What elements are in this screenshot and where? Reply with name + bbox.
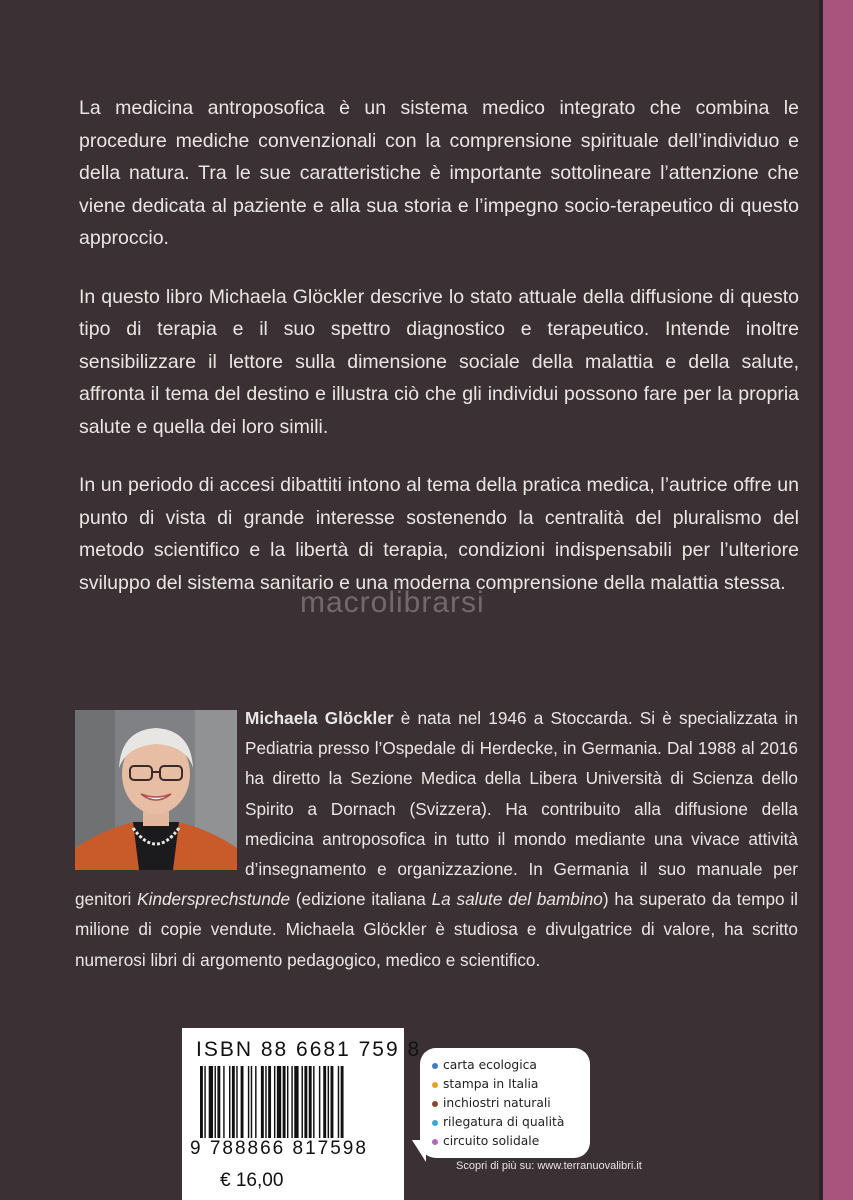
barcode-bar <box>302 1066 303 1138</box>
isbn-number: ISBN 88 6681 759 8 <box>196 1038 422 1061</box>
more-info-link: Scopri di più su: www.terranuovalibri.it <box>456 1160 642 1172</box>
barcode-bar <box>328 1066 329 1138</box>
barcode-bar <box>209 1066 213 1138</box>
barcode-bar <box>287 1066 288 1138</box>
barcode-bar <box>291 1066 292 1138</box>
bullet-dot-icon <box>432 1063 438 1069</box>
barcode-bar <box>323 1066 326 1138</box>
barcode-bar <box>309 1066 312 1138</box>
book-title-original: Kindersprechstunde <box>137 889 291 910</box>
barcode-bar <box>232 1066 235 1138</box>
barcode-bar <box>204 1066 205 1138</box>
bio-text-1: è nata nel 1946 a Stoccarda. Si è specializzata in Pediatria presso l’Ospedale di Herdecke, in Germania. Dal 1988 al 2016 ha diretto la Sezione Medica della Libera Università di Scienza dello Spirito a Dornach (Svizzera). Ha contribuito alla diffusione della medicina antroposofica in tutto il mondo mediante una vivace attività d’insegnamento e organizzazione. In Germania il suo manuale per genitori <box>75 708 798 910</box>
barcode-bar <box>313 1066 314 1138</box>
barcode-bar <box>319 1066 320 1138</box>
ean-number: 9 788866 817598 <box>190 1138 368 1159</box>
barcode-box <box>182 1028 422 1200</box>
barcode-bar <box>274 1066 275 1138</box>
features-bubble <box>420 1048 590 1158</box>
barcode-bar <box>277 1066 281 1138</box>
feature-item: circuito solidale <box>432 1132 582 1151</box>
bullet-dot-icon <box>432 1120 438 1126</box>
spine-strip <box>823 0 853 1200</box>
author-name: Michaela Glöckler <box>245 708 394 728</box>
paragraph-2: In questo libro Michaela Glöckler descrive lo stato attuale della diffusione di questo tipo di terapia e il suo spettro diagnostico e terapeutico. Intende inoltre sensibilizzare il lettore sulla dimensione sociale della malattia e della salute, affronta il tema del destino e illustra ciò che gli individui possono fare per la propria salute e quella dei loro simili. <box>79 285 799 438</box>
price: € 16,00 <box>220 1170 284 1191</box>
feature-item: rilegatura di qualità <box>432 1113 582 1132</box>
barcode-bar <box>294 1066 298 1138</box>
barcode-bar <box>338 1066 339 1138</box>
barcode-bar <box>283 1066 286 1138</box>
barcode-bar <box>265 1066 266 1138</box>
barcode-bar <box>304 1066 307 1138</box>
barcode-bar <box>241 1066 244 1138</box>
barcode-bar <box>200 1066 203 1138</box>
feature-item: inchiostri naturali <box>432 1094 582 1113</box>
barcode-bar <box>223 1066 224 1138</box>
barcode-bar <box>248 1066 249 1138</box>
barcode-bar <box>217 1066 220 1138</box>
description <box>79 92 799 625</box>
barcode-bar <box>215 1066 216 1138</box>
barcode-bars <box>200 1066 396 1138</box>
bio-text-2: (edizione italiana <box>290 889 432 910</box>
barcode-bar <box>268 1066 271 1138</box>
paragraph-1: La medicina antroposofica è un sistema medico integrato che combina le procedure mediche convenzionali con la comprensione spirituale dell’individuo e della natura. Tra le sue caratteristiche è importante sottolineare l’attenzione che viene dedicata al paziente e alla sua storia e l’impegno socio-terapeutico di questo approccio. <box>79 97 799 249</box>
barcode-bar <box>255 1066 256 1138</box>
author-bio <box>75 703 798 975</box>
feature-item: carta ecologica <box>432 1056 582 1075</box>
barcode-bar <box>229 1066 230 1138</box>
barcode-bar <box>341 1066 344 1138</box>
barcode-bar <box>236 1066 237 1138</box>
watermark: macrolibrarsi <box>300 586 485 619</box>
photo-spacer <box>75 703 245 875</box>
barcode-bar <box>331 1066 334 1138</box>
book-title-italian: La salute del bambino <box>431 889 603 910</box>
feature-item: stampa in Italia <box>432 1075 582 1094</box>
bullet-dot-icon <box>432 1101 438 1107</box>
paragraph-3: In un periodo di accesi dibattiti intono al tema della pratica medica, l’autrice offre un punto di vista di grande interesse sostenendo la centralità del pluralismo del metodo scientifico e la libertà di terapia, condizioni indispensabili per l’ulteriore sviluppo del sistema sanitario e una moderna comprensione della malattia stessa. <box>79 474 799 594</box>
features-list <box>420 1048 590 1151</box>
bio-text-3: ) ha superato da tempo il milione di copie vendute. Michaela Glöckler è studiosa e divulgatrice di valore, ha scritto numerosi libri di argomento pedagogico, medico e scientifico. <box>75 889 798 970</box>
bullet-dot-icon <box>432 1139 438 1145</box>
barcode-bar <box>261 1066 264 1138</box>
barcode-bar <box>251 1066 252 1138</box>
bullet-dot-icon <box>432 1082 438 1088</box>
